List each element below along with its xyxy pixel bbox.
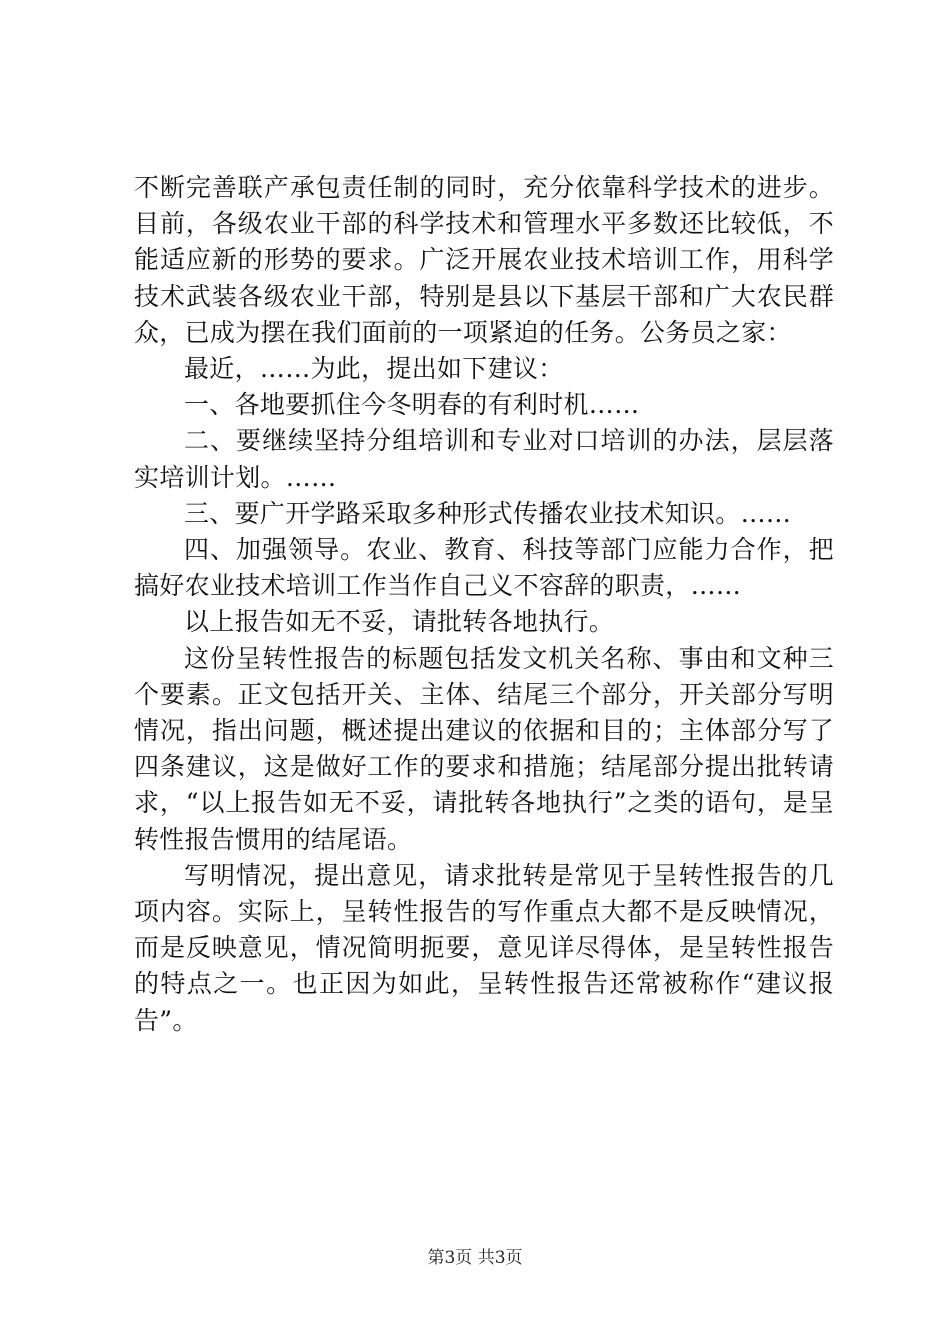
paragraph-7: 以上报告如无不妥，请批转各地执行。 bbox=[184, 607, 615, 637]
document-body bbox=[134, 170, 834, 1039]
paragraph-9: 写明情况，提出意见，请求批转是常见于呈转性报告的几项内容。实际上，呈转性报告的写作重点大都不是反映情况，而是反映意见，情况简明扼要，意见详尽得体，是呈转性报告的特点之一。也正因为如此，呈转性报告还常被称作“建议报告”。 bbox=[134, 860, 834, 1035]
paragraph-2: 最近，……为此，提出如下建议： bbox=[184, 354, 564, 384]
paragraph-4: 二、要继续坚持分组培训和专业对口培训的办法，层层落实培训计划。…… bbox=[134, 426, 834, 492]
paragraph-8: 这份呈转性报告的标题包括发文机关名称、事由和文种三个要素。正文包括开关、主体、结尾三个部分，开关部分写明情况，指出问题，概述提出建议的依据和目的；主体部分写了四条建议，这是做好工作的要求和措施；结尾部分提出批转请求，“以上报告如无不妥，请批转各地执行”之类的语句，是呈转性报告惯用的结尾语。 bbox=[134, 643, 834, 854]
paragraph-5: 三、要广开学路采取多种形式传播农业技术知识。…… bbox=[184, 498, 792, 528]
paragraph-6: 四、加强领导。农业、教育、科技等部门应能力合作，把搞好农业技术培训工作当作自己义不容辞的职责，…… bbox=[134, 535, 834, 601]
page-footer: 第3页 共3页 bbox=[427, 1248, 523, 1268]
paragraph-3: 一、各地要抓住今冬明春的有利时机…… bbox=[184, 390, 640, 420]
paragraph-1: 不断完善联产承包责任制的同时，充分依靠科学技术的进步。目前，各级农业干部的科学技术和管理水平多数还比较低，不能适应新的形势的要求。广泛开展农业技术培训工作，用科学技术武装各级农业干部，特别是县以下基层干部和广大农民群众，已成为摆在我们面前的一项紧迫的任务。公务员之家： bbox=[134, 173, 834, 347]
